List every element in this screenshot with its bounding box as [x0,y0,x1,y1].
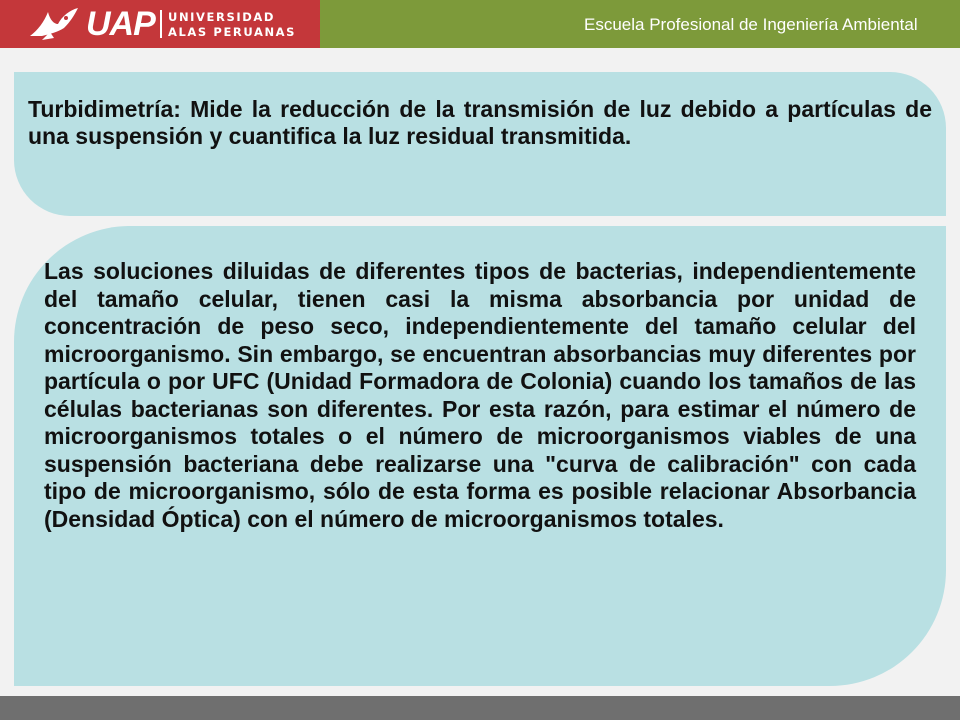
university-logo [0,0,320,48]
definition-box [14,72,946,216]
brand-divider [160,10,162,38]
school-bar [320,0,960,48]
brand-name-line2: ALAS PERUANAS [168,25,297,39]
brand-name-line1: UNIVERSIDAD [168,10,276,24]
brand-acronym: UAP [86,5,155,43]
explanation-box [14,226,946,686]
school-name: Escuela Profesional de Ingeniería Ambiental [584,15,918,34]
definition-text: Turbidimetría: Mide la reducción de la transmisión de luz debido a partículas de una suspensión y cuantifica la luz residual transmitida. [28,96,932,149]
condor-icon [28,6,80,42]
explanation-text: Las soluciones diluidas de diferentes tipos de bacterias, independientemente del tamaño celular, tienen casi la misma absorbancia por unidad de concentración de peso seco, independientemente del tamaño celular del microorganismo. Sin embargo, se encuentran absorbancias muy diferentes por partícula o por UFC (Unidad Formadora de Colonia) cuando los tamaños de las células bacterianas son diferentes. Por esta razón, para estimar el número de microorganismos totales o el número de microorganismos viables de una suspensión bacteriana debe realizarse una "curva de calibración" con cada tipo de microorganismo, sólo de esta forma es posible relacionar Absorbancia (Densidad Óptica) con el número de microorganismos totales. [44,258,916,532]
header [0,0,960,48]
footer-bar [0,696,960,720]
